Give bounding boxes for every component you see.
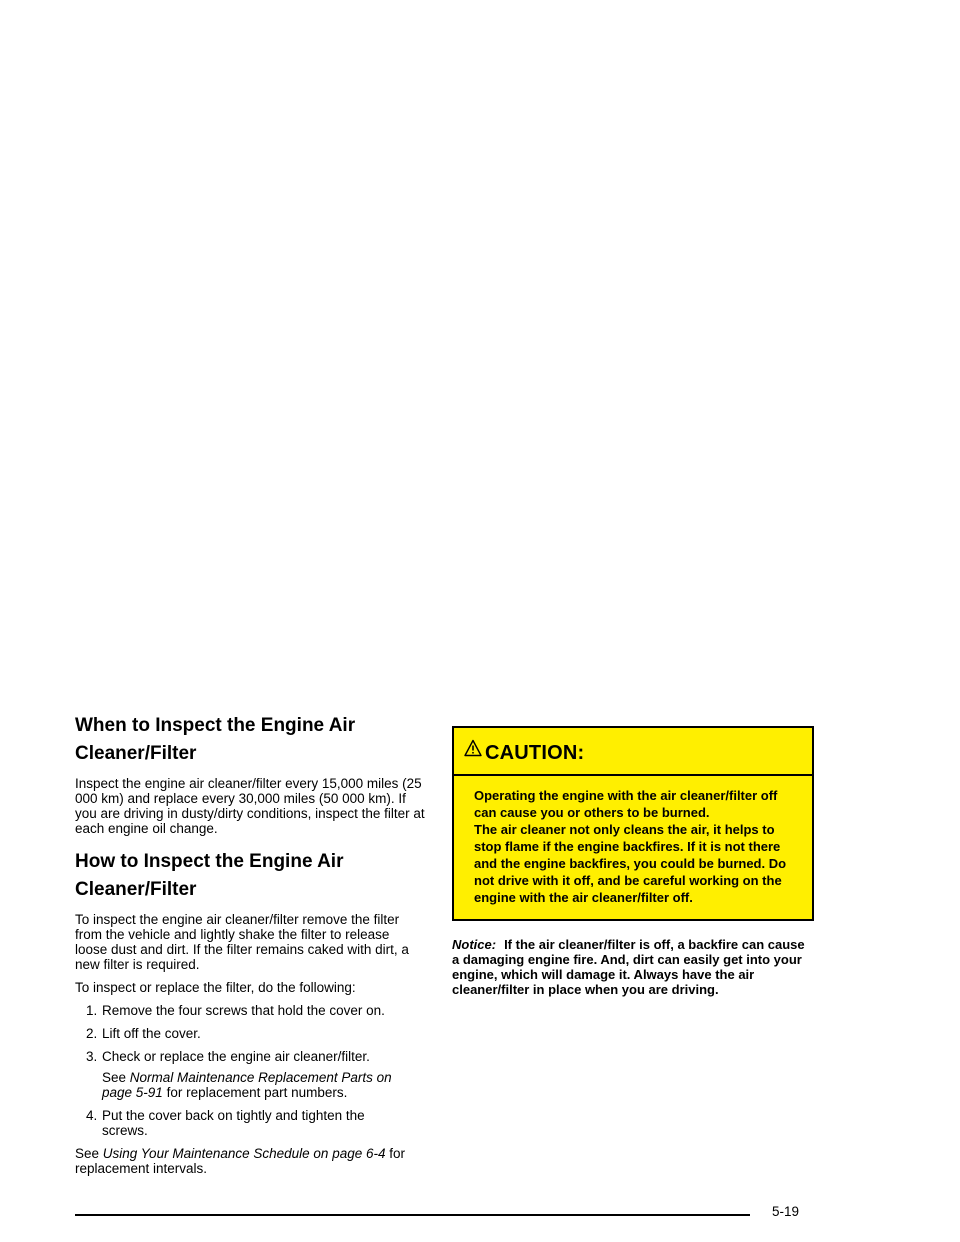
reference-suffix: for replacement intervals.: [75, 1146, 405, 1176]
procedure-steps-list-cont: [75, 1108, 425, 1138]
left-column: [75, 712, 425, 1184]
step-number: 1.: [86, 1003, 98, 1018]
step-text: Lift off the cover.: [102, 1026, 201, 1041]
procedure-intro-text: To inspect or replace the filter, do the following:: [75, 980, 356, 995]
reference-suffix: for replacement part numbers.: [162, 1085, 348, 1100]
right-column: [452, 726, 814, 1010]
caution-text: The air cleaner not only cleans the air, it helps to stop flame if the engine backfires. If it is not there and the engine backfires, you could be burned. Do not drive with it off, and be careful working on the engine with the air cleaner/filter off.: [474, 822, 787, 905]
section-heading-when-to-inspect: When to Inspect the Engine Air Cleaner/Filter: [75, 715, 356, 764]
step-number: 3.: [86, 1049, 98, 1064]
caution-text: Operating the engine with the air cleaner/filter off can cause you or others to be burned.: [474, 788, 778, 820]
procedure-steps-list: [75, 1003, 425, 1064]
procedure-step: [86, 1049, 425, 1064]
reference-prefix: See: [102, 1070, 130, 1085]
step-number: 4.: [86, 1108, 98, 1123]
step-text: Put the cover back on tightly and tighten the screws.: [102, 1108, 365, 1138]
replacement-parts-reference: [75, 1070, 425, 1100]
step-number: 2.: [86, 1026, 98, 1041]
procedure-step: [86, 1108, 425, 1138]
caution-box: [452, 726, 814, 921]
inspection-interval-text: Inspect the engine air cleaner/filter every 15,000 miles (25 000 km) and replace every 30,000 miles (50 000 km). If you are driving in dusty/dirty conditions, inspect the filter at each engine oil change.: [75, 776, 425, 836]
notice-text: If the air cleaner/filter is off, a backfire can cause a damaging engine fire. And, dirt can easily get into your engine, which will damage it. Always have the air cleaner/filter in place when you are driving.: [452, 937, 805, 997]
page-number: 5-19: [772, 1204, 800, 1219]
procedure-step: [86, 1003, 425, 1018]
step-text: Check or replace the engine air cleaner/filter.: [102, 1049, 370, 1064]
inspection-intro-text: To inspect the engine air cleaner/filter remove the filter from the vehicle and lightly shake the filter to release loose dust and dirt. If the filter remains caked with dirt, a new filter is required.: [75, 912, 409, 972]
footer-rule: [75, 1214, 750, 1216]
maintenance-schedule-reference: [75, 1146, 425, 1176]
warning-triangle-icon: [464, 739, 482, 757]
section-heading-how-to-inspect: How to Inspect the Engine Air Cleaner/Filter: [75, 851, 344, 900]
reference-prefix: See: [75, 1146, 103, 1161]
step-text: Remove the four screws that hold the cover on.: [102, 1003, 385, 1018]
caution-header: [454, 728, 812, 776]
maintenance-schedule-link[interactable]: Using Your Maintenance Schedule on page 6-4: [102, 1146, 386, 1161]
caution-title: CAUTION:: [485, 742, 585, 764]
caution-body: [454, 776, 812, 919]
procedure-step: [86, 1026, 425, 1041]
notice-paragraph: [452, 937, 812, 997]
notice-label: Notice:: [452, 937, 497, 952]
replacement-parts-link[interactable]: Normal Maintenance Replacement Parts on page 5-91: [102, 1070, 392, 1100]
